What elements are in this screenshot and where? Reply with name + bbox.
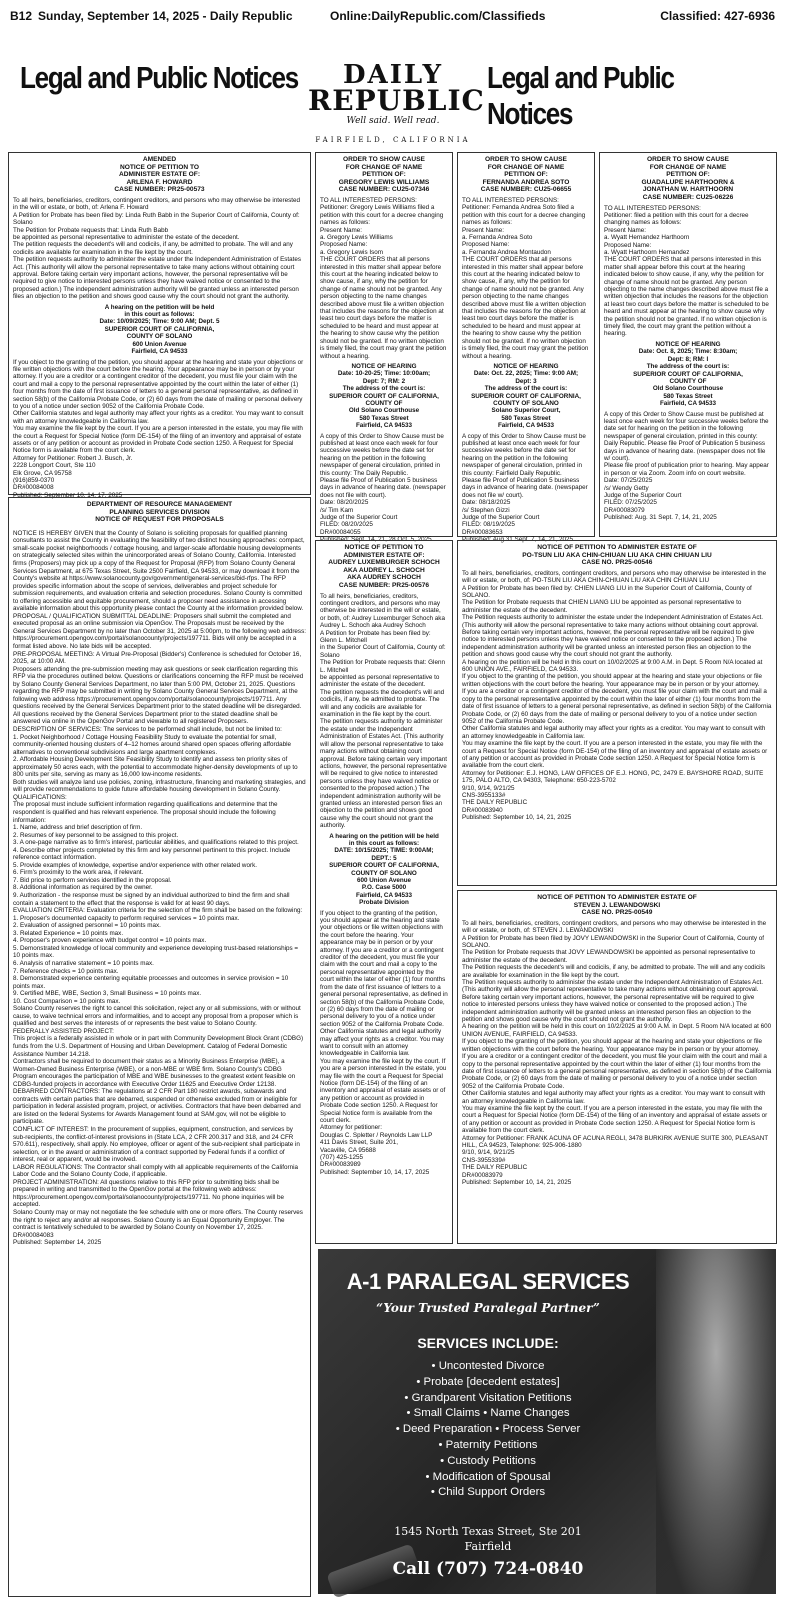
notice-body: NOTICE IS HEREBY GIVEN that the County of Solano is soliciting proposals for qualified planning consultants to assist the County in evaluating the feasibility of two distinct housing approaches: compact, small-scale pocket neighborhoods / cottage housing, and larger-scale affordable housing developments on strategically selected sites within the unincorporated areas of Solano County, California. Interested firms (Proposers) may pick up a copy of the Request for Proposal (RFP) from Solano County General Services Department, at 675 Texas Street, Suite 2500 Fairfield, CA 94533, or may download it from the County's website at https://www.solanocounty.gov/government/general-services/bid-rfps. The RFP provides specific information about the scope of services, deliverables and project schedule for submission requirements, and evaluation criteria and selection procedures. Solano County is committed to offering accessible and equitable procurement, should a proposer need assistance in accessing available information about this opportunity please contact the County at the information provided below. PROPOSAL / QUALIFICATION SUBMITTAL DEADLINE: Proposers shall submit the completed and executed proposal as an online submission via OpenGov. The Proposals must be received by the General Services Department by no later than October 31, 2025 at 5:00pm, to the following web address: https://procurement.opengov.com/portal/solanocounty/projects/197711. Bids will only be accepted in a format listed above. No late bids will be accepted. PRE-PROPOSAL MEETING: A Virtual Pre-Proposal (Bidder's) Conference is scheduled for October 16, 2025, at 10:00 AM. Proposers attending the pre-submission meeting may ask questions or seek clarification regarding this RFP via the procedures outlined below. Questions or clarifications concerning the RFP must be received by Solano County General Services Department, no later than 5:00 PM, October 21, 2025. Questions regarding the RFP may be submitted in writing by Solano County General Services Department, at the following web address https://procurement.opengov.com/portal/solanocounty/projects/197711. Any questions received by the General Services Department prior to the stated deadline will be disregarded. All questions received by the General Services Department prior to the stated deadline shall be answered via online in the OpenGov Portal and viewable to all registered Proposers. DESCRIPTION OF SERVICES: The services to be performed shall include, but not be limited to: 1. Pocket Neighborhood / Cottage Housing Feasibility Study to evaluate the potential for small, community-oriented housing clusters of 4–12 homes around shared open spaces offering affordable alternatives to conventional subdivisions and large apartment complexes. 2. Affordable Housing Development Site Feasibility Study to identify and assess ten priority sites of approximately 50 acres each, with the potential to accommodate higher-density developments of up to 800 units per site, serving as many as 16,000 low-income residents. Both studies will analyze land use policies, zoning, infrastructure, financing and marketing strategies, and will provide recommendations to guide future affordable housing development in Solano County. QUALIFICATIONS: The proposal must include sufficient information regarding qualifications and determine that the respondent is qualified and has relevant experience. The proposal should include the following information: 1. Name, address and brief description of firm. 2. Resumes of key personnel to be assigned to this project. 3. A one-page narrative as to firm's interest, particular abilities, and qualifications related to this project. 4. Describe other projects completed by this firm and key personnel pertinent to this project. Include reference contact information. 5. Provide examples of knowledge, expertise and/or experience with other related work. 6. Firm's proximity to the work area, if relevant. 7. Bid price to perform services identified in the proposal. 8. Additional information as required by the owner. 9. Authorization - the response must be signed by an individual authorized to bind the firm and shall contain a statement to the effect that the response is valid for at least 90 days. EVALUATION CRITERIA: Evaluation criteria for the selection of the firm shall be based on the following: 1. Proposer's documented capacity to perform required services = 10 points max. 2. Evaluation of assigned personnel = 10 points max. 3. Related Experience = 10 points max. 4. Proposer's proven experience with budget control = 10 points max. 5. Demonstrated knowledge of local community and experience developing trust-based relationships = 10 points max. 6. Analysis of narrative statement = 10 points max. 7. Reference checks = 10 points max. 8. Demonstrated experience centering equitable processes and outcomes in service provision = 10 points max. 9. Certified MBE, WBE, Section 3, Small Business = 10 points max. 10. Cost Comparison = 10 points max. Solano County reserves the right to cancel this solicitation, reject any or all submissions, with or without cause, to waive technical errors and informalities, and to accept any proposal from a proposer which is qualified and best serves the interests of or represents the best value to Solano County. FEDERALLY ASSISTED PROJECT: This project is a federally assisted in whole or in part with Community Development Block Grant (CDBG) funds from the U.S. Department of Housing and Urban Development. Catalog of Federal Domestic Assistance Number 14.218. Contractors shall be required to document their status as a Minority Business Enterprise (MBE), a Women-Owned Business Enterprise (WBE), or a non-MBE or WBE firm. Solano County's CDBG Program encourages the participation of MBE and WBE businesses to the greatest extent feasible on CDBG-funded projects in accordance with Executive Order 11625 and Executive Order 12138. DEBARRED CONTRACTORS: The regulations at 2 CFR Part 180 restrict awards, subawards and contracts with certain parties that are debarred, suspended or otherwise excluded from or ineligible for participation in federal assisted program, project, or activities. Contractors that have been debarred and are listed on the federal Systems for Awards Management found at SAM.gov, will not be eligible to participate. CONFLICT OF INTEREST: In the procurement of supplies, equipment, construction, and services by sub-recipients, the conflict-of-interest provisions in (State LCA, 2 CFR 200.317 and 318, and 24 CFR 570.611), respectively, shall apply. No employee, officer or agent of the sub-recipient shall participate in selection, or in the award or administration of a contract supported by Federal funds if a conflict of interest, real or apparent, would be involved. LABOR REGULATIONS: The Contractor shall comply with all applicable requirements of the California Labor Code and the Solano County Code, if applicable. PROJECT ADMINISTRATION: All questions relative to this RFP prior to submitting bids shall be prepared in writing and transmitted to the OpenGov portal at the following web address: https://procurement.opengov.com/portal/solanocounty/projects/197711. No phone inquiries will be accepted. Solano County may or may not negotiate the fee schedule with one or more offers. The County reserves the right to reject any and/or all responses. Solano County is an Equal Opportunity Employer. The contract is tentatively scheduled to be awarded by Solano County on November 17, 2025. DR#00084083 Published: September 14, 2025 xyxy=(13,529,306,1247)
notice-body: If you object to the granting of the petition, you should appear at the hearing and state your objections or file written objections with the court before the hearing. Your appearance may be in person or by your attorney. If you are a creditor or a contingent creditor of the decedent, you must file your claim with the court and mail a copy to the personal representative appointed by the court within the later of either (1) four months from the date of first issuance of letters to a general personal representative, as defined in section 58(b) of the California Probate Code, or (2) 60 days from the date of mailing or personal delivery to you of a notice under section 9052 of the California Probate Code. Other California statutes and legal authority may affect your rights as a creditor. You may want to consult with an attorney knowledgeable in California law. You may examine the file kept by the court. If you are a person interested in the estate, you may file with the court a Request for Special Notice (form DE-154) of the filing of an inventory and appraisal of estate assets or of any petition or account as provided in Probate Code section 1250. A Request for Special Notice form is available from the court clerk. Attorney for petitioner: Douglas C. Spletter / Reynolds Law LLP 411 Davis Street, Suite 201, Vacaville, CA 95688 (707) 425-1255 DR#00083989 Published: September 10, 14, 17, 2025 xyxy=(320,909,448,1176)
ad-service-item: • Paternity Petitions xyxy=(438,1438,538,1451)
notice-title: ORDER TO SHOW CAUSE FOR CHANGE OF NAME PETITION OF: GUADALUPE HARTHOORN & JONATHAN W. HARTHOORN CASE NUMBER: CU25-06226 xyxy=(641,156,735,201)
classified-phone: Classified: 427-6936 xyxy=(660,9,775,23)
masthead-line2: REPUBLIC xyxy=(308,84,485,117)
hearing-info: NOTICE OF HEARING Date: 10-20-25; Time: 10:00am; Dept: 7; RM: 2 The address of the court is: SUPERIOR COURT OF CALIFORNIA, COUNTY OF Old Solano Courthouse 580 Texas Street Fairfield, CA 94533 xyxy=(329,362,439,430)
notice-rfp xyxy=(8,497,311,1597)
notice-chin-liu xyxy=(457,540,777,886)
notice-body: To all heirs, beneficiaries, creditors, contingent creditors, and persons who may otherwise be interested in the will or estate, or both, of: PO-TSUN LIU AKA CHIN-CHIUAN LIU AKA CHIN CHIUAN LIU A Petition for Probate has been filed by: CHIEN LIANG LIU in the Superior Court of California, County of SOLANO. The Petition for Probate requests that CHIEN LIANG LIU be appointed as personal representative to administer the estate of the decedent. The Petition requests authority to administer the estate under the Independent Administration of Estates Act. (This authority will allow the personal representative to take many actions without obtaining court approval. Before taking certain very important actions, however, the personal representative will be required to give notice to interested persons unless they have waived notice or consented to the proposed action.) The independent administration authority will be granted unless an interested person files an objection to the petition and shows good cause why the court should not grant the authority. A hearing on the petition will be held in this court on 10/02/2025 at 9:00 A.M. in Dept. 5 Room N/A located at 600 UNION AVE., FAIRFIELD, CA 94533. If you object to the granting of the petition, you should appear at the hearing and state your objections or file written objections with the court before the hearing. Your appearance may be in person or by your attorney. If you are a creditor or a contingent creditor of the decedent, you must file your claim with the court and mail a copy to the personal representative appointed by the court within the later of either (1) four months from the date of first issuance of letters to a general personal representative, as defined in section 58(b) of the California Probate Code, or (2) 60 days from the date of mailing or personal delivery to you of a notice under section 9052 of the California Probate Code. Other California statutes and legal authority may affect your rights as a creditor. You may want to consult with an attorney knowledgeable in California law. You may examine the file kept by the court. If you are a person interested in the estate, you may file with the court a Request for Special Notice (form DE-154) of the filing of an inventory and appraisal of estate assets or of any petition or account as provided in Probate Code section 1250. A Request for Special Notice form is available from the court clerk. Attorney for Petitioner: E.J. HONG, LAW OFFICES OF E.J. HONG, PC, 2479 E. BAYSHORE ROAD, SUITE 175, PALO ALTO, CA 94303, Telephone: 650-223-5702 9/10, 9/14, 9/21/25 CNS-3955133# THE DAILY REPUBLIC DR#00083940 Published: September 10, 14, 21, 2025 xyxy=(462,569,772,822)
notice-lewandowski xyxy=(457,890,777,1244)
ad-service-item: • Custody Petitions xyxy=(440,1454,536,1467)
masthead-city: FAIRFIELD, CALIFORNIA xyxy=(315,136,471,144)
page-number: B12 xyxy=(10,9,33,23)
ad-services-heading: SERVICES INCLUDE: xyxy=(417,1335,559,1351)
notice-body: TO ALL INTERESTED PERSONS: Petitioner: Fernanda Andrea Soto filed a petition with this court for a decree changing names as follows: Present Name: a. Fernanda Andrea Soto Proposed Name: a. Fernanda Andrea Montaudon THE COURT ORDERS that all persons interested in this matter shall appear before this court at the hearing indicated below to show cause, if any, why the petition for change of name should not be granted. Any person objecting to the name changes described above must file a written objection that includes the reasons for the objection at least two court days before the matter is scheduled to be heard and must appear at the hearing to show cause why the petition should not be granted. If no written objection is timely filed, the court may grant the petition without a hearing. xyxy=(462,196,589,360)
notice-title: AMENDED NOTICE OF PETITION TO ADMINISTER ESTATE OF: ARLENA F. HOWARD CASE NUMBER: PR25-00573 xyxy=(114,156,205,194)
masthead-tagline: Well said. Well read. xyxy=(346,116,440,126)
lady-justice-statue-icon xyxy=(656,1249,776,1594)
notice-williams xyxy=(315,152,453,544)
ad-service-item: • Uncontested Divorce xyxy=(431,1360,545,1372)
notice-title: NOTICE OF PETITION TO ADMINISTER ESTATE OF PO-TSUN LIU AKA CHIN-CHIUAN LIU AKA CHIN CHIUAN LIU CASE NO. PR25-00546 xyxy=(522,544,712,567)
notice-body: To all heirs, beneficiaries, creditors, contingent creditors, and persons who may otherwise be interested in the will or estate, or both, of: Arlena F. Howard A Petition for Probate has been filed by: Linda Ruth Babb in the Superior Court of California, County of: Solano The Petition for Probate requests that: Linda Ruth Babb be appointed as personal representative to administer the estate of the decedent. The petition requests the decedent's will and codicils, if any, be admitted to probate. The will and any codicils are available for examination in the file kept by the court. The petition requests authority to administer the estate under the Independent Administration of Estates Act. (This authority will allow the personal representative to take many actions without obtaining court approval. Before taking certain very important actions, however, the personal representative will be required to give notice to interested persons unless they have waived notice or consented to the proposed action.) The independent administration authority will be granted unless an interested person files an objection to the petition and shows good cause why the court should not grant the authority. xyxy=(13,196,302,301)
section-title-right: Legal and Public Notices xyxy=(487,60,674,131)
masthead-logo xyxy=(308,60,485,144)
notice-title: NOTICE OF PETITION TO ADMINISTER ESTATE OF STEVEN J. LEWANDOWSKI CASE NO. PR25-00549 xyxy=(537,894,697,917)
section-title-left: Legal and Public Notices xyxy=(20,60,298,95)
classifieds-link[interactable]: Online:DailyRepublic.com/Classifieds xyxy=(330,9,546,23)
notice-title: DEPARTMENT OF RESOURCE MANAGEMENT PLANNING SERVICES DIVISION NOTICE OF REQUEST FOR PROPOSALS xyxy=(86,501,233,524)
notice-harthoorn xyxy=(599,152,777,537)
ad-service-item: • Child Support Orders xyxy=(430,1486,546,1499)
notice-body: To all heirs, beneficiaries, creditors, contingent creditors, and persons who may otherwise be interested in the will or estate, or both, of: STEVEN J. LEWANDOWSKI A Petition for Probate has been filed by JOVY LEWANDOWSKI in the Superior Court of California, County of SOLANO. The Petition for Probate requests that JOVY LEWANDOWSKI be appointed as personal representative to administer the estate of the decedent. The Petition requests the decedent's will and codicils, if any, be admitted to probate. The will and any codicils are available for examination in the file kept by the court. The Petition requests authority to administer the estate under the Independent Administration of Estates Act. (This authority will allow the personal representative to take many actions without obtaining court approval. Before taking certain very important actions, however, the personal representative will be required to give notice to interested persons unless they have waived notice or consented to the proposed action.) The independent administration authority will be granted unless an interested person files an objection to the petition and shows good cause why the court should not grant the authority. A hearing on the petition will be held in this court on 10/2/2025 at 9:00 A.M. in Dept. 5 Room N/A located at 600 UNION AVENUE, FAIRFIELD, CA 94533. If you object to the granting of the petition, you should appear at the hearing and state your objections or file written objections with the court before the hearing. Your appearance may be in person or by your attorney. If you are a creditor or a contingent creditor of the decedent, you must file your claim with the court and mail a copy to the personal representative appointed by the court within the later of either (1) four months from the date of first issuance of letters to a general personal representative, as defined in section 58(b) of the California Probate Code, or (2) 60 days from the date of mailing or personal delivery to you of a notice under section 9052 of the California Probate Code. Other California statutes and legal authority may affect your rights as a creditor. You may want to consult with an attorney knowledgeable in California law. You may examine the file kept by the court. If you are a person interested in the estate, you may file with the court a Request for Special Notice (form DE-154) of the filing of an inventory and appraisal of estate assets or of any petition or account as provided in Probate Code section 1250. A Request for Special Notice form is available from the court clerk. Attorney for Petitioner: FRANK ACUNA OF ACUNA REGLI, 3478 BURKIRK AVENUE SUITE 300, PLEASANT HILL, CA 94523, Telephone: 925-906-1880 9/10, 9/14, 9/21/25 CNS-3955339# THE DAILY REPUBLIC DR#00083979 Published: September 10, 14, 21, 2025 xyxy=(462,919,772,1186)
notice-howard xyxy=(8,152,311,499)
ad-title: A-1 PARALEGAL SERVICES xyxy=(346,1269,630,1294)
ad-tagline: “Your Trusted Paralegal Partner” xyxy=(376,1301,600,1315)
hearing-info: NOTICE OF HEARING Date: Oct. 8, 2025; Time: 8:30am; Dept: 8; RM: I The address of the court is: SUPERIOR COURT OF CALIFORNIA, COUNTY OF Old Solano Courthouse 580 Texas Street Fairfield, CA 94533 xyxy=(633,340,743,408)
notice-footer: A copy of this Order to Show Cause must be published at least once each week for four successive weeks before the date set for hearing on the petition in the following newspaper of general circulation, printed in this county: The Daily Republic. Please file Proof of Publication 5 business days in advance of hearing date. (newspaper does not file with court). Date: 08/20/2025 /s/ Tim Kam Judge of the Superior Court FILED: 08/20/2025 DR#00084055 Published: Sept. 14, 21, 28 Oct. 5, 2025 xyxy=(320,432,446,544)
ad-services-list xyxy=(318,1359,658,1501)
ad-service-item: • Probate [decedent estates] xyxy=(416,1375,560,1388)
notice-body: If you object to the granting of the petition, you should appear at the hearing and state your objections or file written objections with the court before the hearing. Your appearance may be in person or by your attorney. If you are a creditor or a contingent creditor of the decedent, you must file your claim with the court and mail a copy to the personal representative appointed by the court within the later of either (1) four months from the date of first issuance of letters to a general personal representative, as defined in section 58(b) of the California Probate Code, or (2) 60 days from the date of mailing or personal delivery to you of a notice under section 9052 of the California Probate Code. Other California statutes and legal authority may affect your rights as a creditor. You may want to consult with an attorney knowledgeable in California law. You may examine the file kept by the court. If you are a person interested in the estate, you may file with the court a Request for Special Notice (form DE-154) of the filing of an inventory and appraisal of estate assets or of any petition or account as provided in Probate Code section 1250. A Request for Special Notice form is available from the court clerk. Attorney for Petitioner: Robert J. Busch, Jr. 2228 Longport Court, Ste 110 Elk Grove, CA 95758 (916)859-0370 DR#00084008 Published: September 10, 14, 17, 2025 xyxy=(13,358,304,499)
notice-body: TO ALL INTERESTED PERSONS: Petitioner: filed a petition with this court for a decree changing names as follows: Present Name: a. Wyatt Hernandez Harthoorn Proposed Name: a. Wyatt Harthoorn Hernandez THE COURT ORDERS that all persons interested in this matter shall appear before this court at the hearing indicated below to show cause, if any, why the petition for change of name should not be granted. Any person objecting to the name changes described above must file a written objection that includes the reasons for the objection at least two court days before the matter is scheduled to be heard and must appear at the hearing to show cause why the petition should not be granted. If no written objection is timely filed, the court may grant the petition without a hearing. xyxy=(604,204,769,338)
ad-address xyxy=(318,1524,658,1554)
ad-service-item: • Modification of Spousal xyxy=(425,1470,551,1483)
ad-service-item: • Grandparent Visitation Petitions xyxy=(404,1391,572,1404)
paralegal-ad xyxy=(318,1249,776,1594)
notice-soto xyxy=(457,152,595,544)
ad-service-item: • Small Claims • Name Changes xyxy=(406,1407,570,1420)
notice-footer: A copy of this Order to Show Cause must be published at least once each week for four successive weeks before the date set for hearing on the petition in the following newspaper of general circulation, printed in this county: Daily Republic. Please file Proof of Publication 5 business days in advance of hearing date. (newspaper does not file w/ court). Please file proof of publication prior to hearing. May appear in person or via Zoom. Zoom info on court website. Date: 07/25/2025 /s/ Wendy Getty Judge of the Superior Court FILED: 07/25/2025 DR#00083079 Published: Aug. 31 Sept. 7, 14, 21, 2025 xyxy=(604,410,769,522)
hearing-info: NOTICE OF HEARING Date: Oct. 22, 2025; Time: 9:00 AM; Dept: 3 The address of the court is: SUPERIOR COURT OF CALIFORNIA, COUNTY OF SOLANO Solano Superior Court, 580 Texas Street Fairfield, CA 94533 xyxy=(471,362,581,430)
notice-title: NOTICE OF PETITION TO ADMINISTER ESTATE OF: AUDREY LUXEMBURGER SCHOCH AKA AUDREY L. SCHOCH AKA AUDREY SCHOCH CASE NUMBER: PR25-00576 xyxy=(328,544,440,589)
ad-service-item: • Deed Preparation • Process Server xyxy=(395,1423,581,1436)
ad-address-line1: 1545 North Texas Street, Ste 201 xyxy=(394,1525,582,1538)
notice-body: To all heirs, beneficiaries, creditors, contingent creditors, and persons who may otherwise be interested in the will or estate, or both, of: Audrey Luxemburger Schoch aka Audrey L. Schoch aka Audrey Schoch A Petition for Probate has been filed by: Glenn L. Mitchell in the Superior Court of California, County of: Solano The Petition for Probate requests that: Glenn L. Mitchell be appointed as personal representative to administer the estate of the decedent. The petition requests the decedent's will and codicils, if any, be admitted to probate. The will and any codicils are available for examination in the file kept by the court. The petition requests authority to administer the estate under the Independent Administration of Estates Act. (This authority will allow the personal representative to take many actions without obtaining court approval. Before taking certain very important actions, however, the personal representative will be required to give notice to interested persons unless they have waived notice or consented to the proposed action.) The independent administration authority will be granted unless an interested person files an objection to the petition and shows good cause why the court should not grant the authority. xyxy=(320,592,448,830)
ad-address-line2: Fairfield xyxy=(464,1540,512,1553)
notice-title: ORDER TO SHOW CAUSE FOR CHANGE OF NAME PETITION OF: GREGORY LEWIS WILLIAMS CASE NUMBER: CU25-07346 xyxy=(338,156,430,194)
notice-footer: A copy of this Order to Show Cause must be published at least once each week for four successive weeks before the date set for hearing on the petition in the following newspaper of general circulation, printed in this county: Fairfield Daily Republic. Please file Proof of Publication 5 business days in advance of hearing date. (newspaper does not file w/ court). Date: 08/18/2025 /s/ Stephen Gizzi Judge of the Superior Court FILED: 08/19/2025 DR#00083653 Published: Aug.31 Sept. 7, 14, 21, 2025 xyxy=(462,432,588,544)
page-header xyxy=(0,0,785,34)
notice-schoch xyxy=(315,540,453,1244)
ad-phone[interactable]: Call (707) 724-0840 xyxy=(392,1559,584,1579)
notice-title: ORDER TO SHOW CAUSE FOR CHANGE OF NAME PETITION OF: FERNANDA ANDREA SOTO CASE NUMBER: CU25-06655 xyxy=(480,156,572,194)
hearing-info: A hearing on the petition will be held in this court as follows: Date: 10/09/2025; Time: 9:00 AM; Dept. 5 SUPERIOR COURT OF CALIFORNIA, COUNTY OF SOLANO 600 Union Avenue Fairfield, CA 94533 xyxy=(99,303,220,356)
issue-date: Sunday, September 14, 2025 - Daily Republic xyxy=(38,9,293,23)
hearing-info: A hearing on the petition will be held in this court as follows: DATE: 10/15/2025; TIME: 9:00AM; DEPT.: 5 SUPERIOR COURT OF CALIFORNIA, COUNTY OF SOLANO 600 Union Avenue P.O. Case 5000 Fairfield, CA 94533 Probate Division xyxy=(329,832,439,907)
masthead-line1: DAILY xyxy=(342,60,444,90)
notice-body: TO ALL INTERESTED PERSONS: Petitioner: Gregory Lewis Williams filed a petition with this court for a decree changing names as follows: Present Name: a. Gregory Lewis Williams Proposed Name: a. Gregory Lewis Isom THE COURT ORDERS that all persons interested in this matter shall appear before this court at the hearing indicated below to show cause, if any, why the petition for change of name should not be granted. Any person objecting to the name changes described above must file a written objection that includes the reasons for the objection at least two court days before the matter is scheduled to be heard and must appear at the hearing to show cause why the petition should not be granted. If no written objection is timely filed, the court may grant the petition without a hearing. xyxy=(320,196,447,360)
